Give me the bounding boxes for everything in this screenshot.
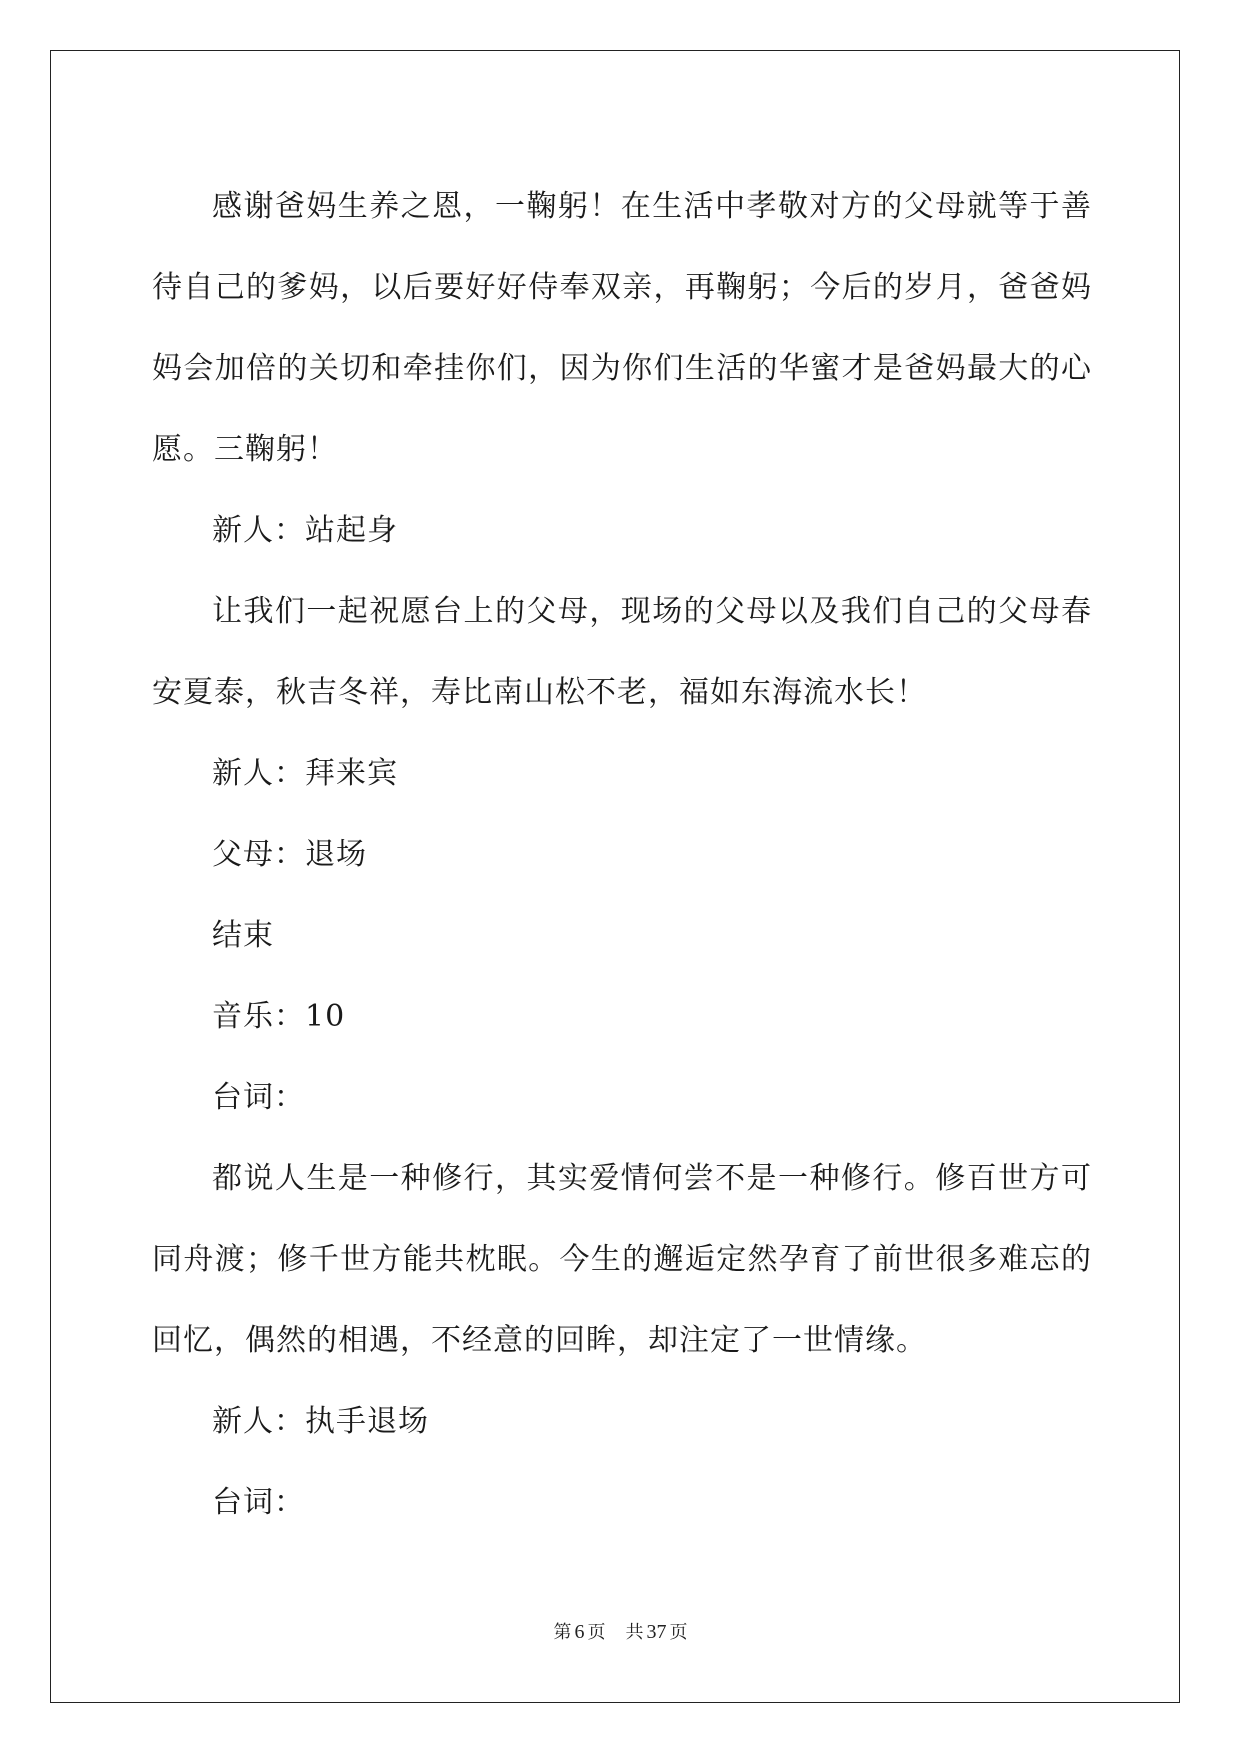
paragraph: 新人：拜来宾 [212, 756, 398, 791]
paragraph: 感谢爸妈生养之恩，一鞠躬！在生活中孝敬对方的父母就等于善待自己的爹妈，以后要好好侍奉双亲，再鞠躬；今后的岁月，爸爸妈妈会加倍的关切和牵挂你们，因为你们生活的华蜜才是爸妈最大的心愿。三鞠躬！ [152, 189, 1092, 467]
total-prefix: 共 [625, 1622, 644, 1643]
page-number: 6 [574, 1621, 585, 1643]
total-suffix: 页 [669, 1622, 688, 1643]
page-suffix: 页 [587, 1622, 606, 1643]
page-prefix: 第 [553, 1622, 572, 1643]
paragraph: 结束 [212, 918, 274, 953]
paragraph: 新人：站起身 [212, 513, 398, 548]
paragraph: 台词： [212, 1080, 305, 1115]
paragraph: 都说人生是一种修行，其实爱情何尝不是一种修行。修百世方可同舟渡；修千世方能共枕眠。今生的邂逅定然孕育了前世很多难忘的回忆，偶然的相遇，不经意的回眸，却注定了一世情缘。 [152, 1161, 1092, 1358]
paragraph: 新人：执手退场 [212, 1404, 429, 1439]
page-footer [0, 1618, 1241, 1644]
paragraph: 父母：退场 [212, 837, 367, 872]
document-body [152, 166, 1092, 1543]
total-pages: 37 [646, 1621, 667, 1643]
paragraph: 让我们一起祝愿台上的父母，现场的父母以及我们自己的父母春安夏泰，秋吉冬祥，寿比南山松不老，福如东海流水长！ [152, 594, 1092, 710]
paragraph: 台词： [212, 1485, 305, 1520]
paragraph: 音乐：10 [212, 999, 346, 1034]
